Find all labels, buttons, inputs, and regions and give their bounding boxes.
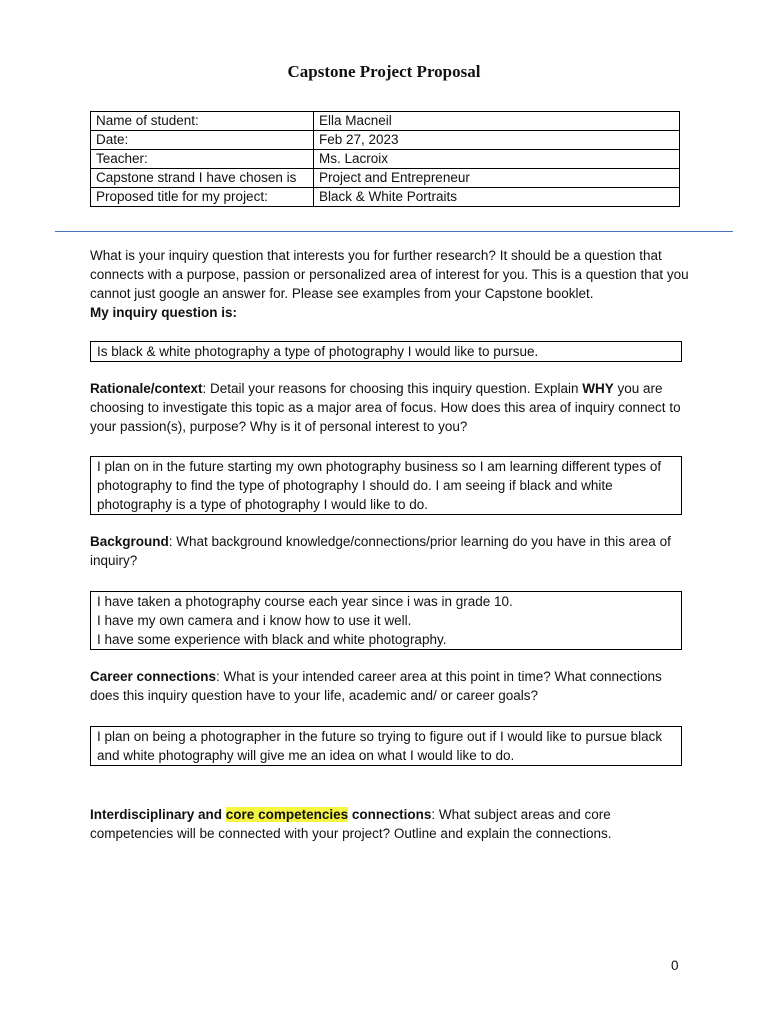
table-row [91,188,680,207]
interdisciplinary-prompt: : What subject areas and core competencies will be connected with your project? Outline and explain the connections. [90,807,612,841]
info-label: Teacher: [91,150,314,169]
inquiry-section [90,246,690,322]
student-info-table [90,111,680,207]
info-label: Name of student: [91,112,314,131]
interdisciplinary-heading-a: Interdisciplinary and [90,807,226,822]
core-competencies-highlight: core competencies [225,807,349,822]
rationale-prompt-a: : Detail your reasons for choosing this inquiry question. Explain [202,381,583,396]
info-value: Black & White Portraits [314,188,680,207]
career-heading: Career connections [90,669,217,684]
info-label: Capstone strand I have chosen is [91,169,314,188]
rationale-answer-box [90,456,682,515]
section-divider [55,231,733,232]
rationale-prompt-bold: WHY [582,381,614,396]
info-label: Date: [91,131,314,150]
table-row [91,131,680,150]
info-value: Ms. Lacroix [314,150,680,169]
table-row [91,112,680,131]
career-answer: I plan on being a photographer in the future so trying to figure out if I would like to pursue black and white photography will give me an idea on what I would like to do. [97,729,663,763]
background-section [90,532,690,570]
career-prompt: : What is your intended career area at this point in time? What connections does this inquiry question have to your life, academic and/ or career goals? [90,669,662,703]
inquiry-label: My inquiry question is: [90,305,238,320]
rationale-answer: I plan on in the future starting my own photography business so I am learning different types of photography to find the type of photography I should do. I am seeing if black and white photography is a type of photography I would like to do. [97,459,662,512]
career-section [90,667,690,705]
table-row [91,150,680,169]
table-row [91,169,680,188]
info-value: Feb 27, 2023 [314,131,680,150]
background-answer-box [90,591,682,650]
inquiry-prompt: What is your inquiry question that interests you for further research? It should be a question that connects with a purpose, passion or personalized area of interest for you. This is a question that you cannot just google an answer for. Please see examples from your Capstone booklet. [90,248,689,301]
interdisciplinary-heading-b: connections [348,807,432,822]
rationale-heading: Rationale/context [90,381,203,396]
rationale-section [90,379,690,436]
background-answer-line: I have taken a photography course each year since i was in grade 10. [97,594,513,609]
background-answer-line: I have my own camera and i know how to use it well. [97,613,412,628]
rationale-prompt-b: you are choosing to investigate this topic as a major area of focus. How does this area of inquiry connect to your passion(s), purpose? Why is it of personal interest to you? [90,381,681,434]
inquiry-answer-box [90,341,682,362]
interdisciplinary-section [90,805,690,843]
page-number: 0 [671,958,679,973]
background-answer-line: I have some experience with black and white photography. [97,632,447,647]
inquiry-answer: Is black & white photography a type of photography I would like to pursue. [97,344,539,359]
info-value: Ella Macneil [314,112,680,131]
career-answer-box [90,726,682,766]
background-prompt: : What background knowledge/connections/prior learning do you have in this area of inquiry? [90,534,671,568]
background-heading: Background [90,534,169,549]
document-title: Capstone Project Proposal [287,62,481,81]
info-label: Proposed title for my project: [91,188,314,207]
info-value: Project and Entrepreneur [314,169,680,188]
